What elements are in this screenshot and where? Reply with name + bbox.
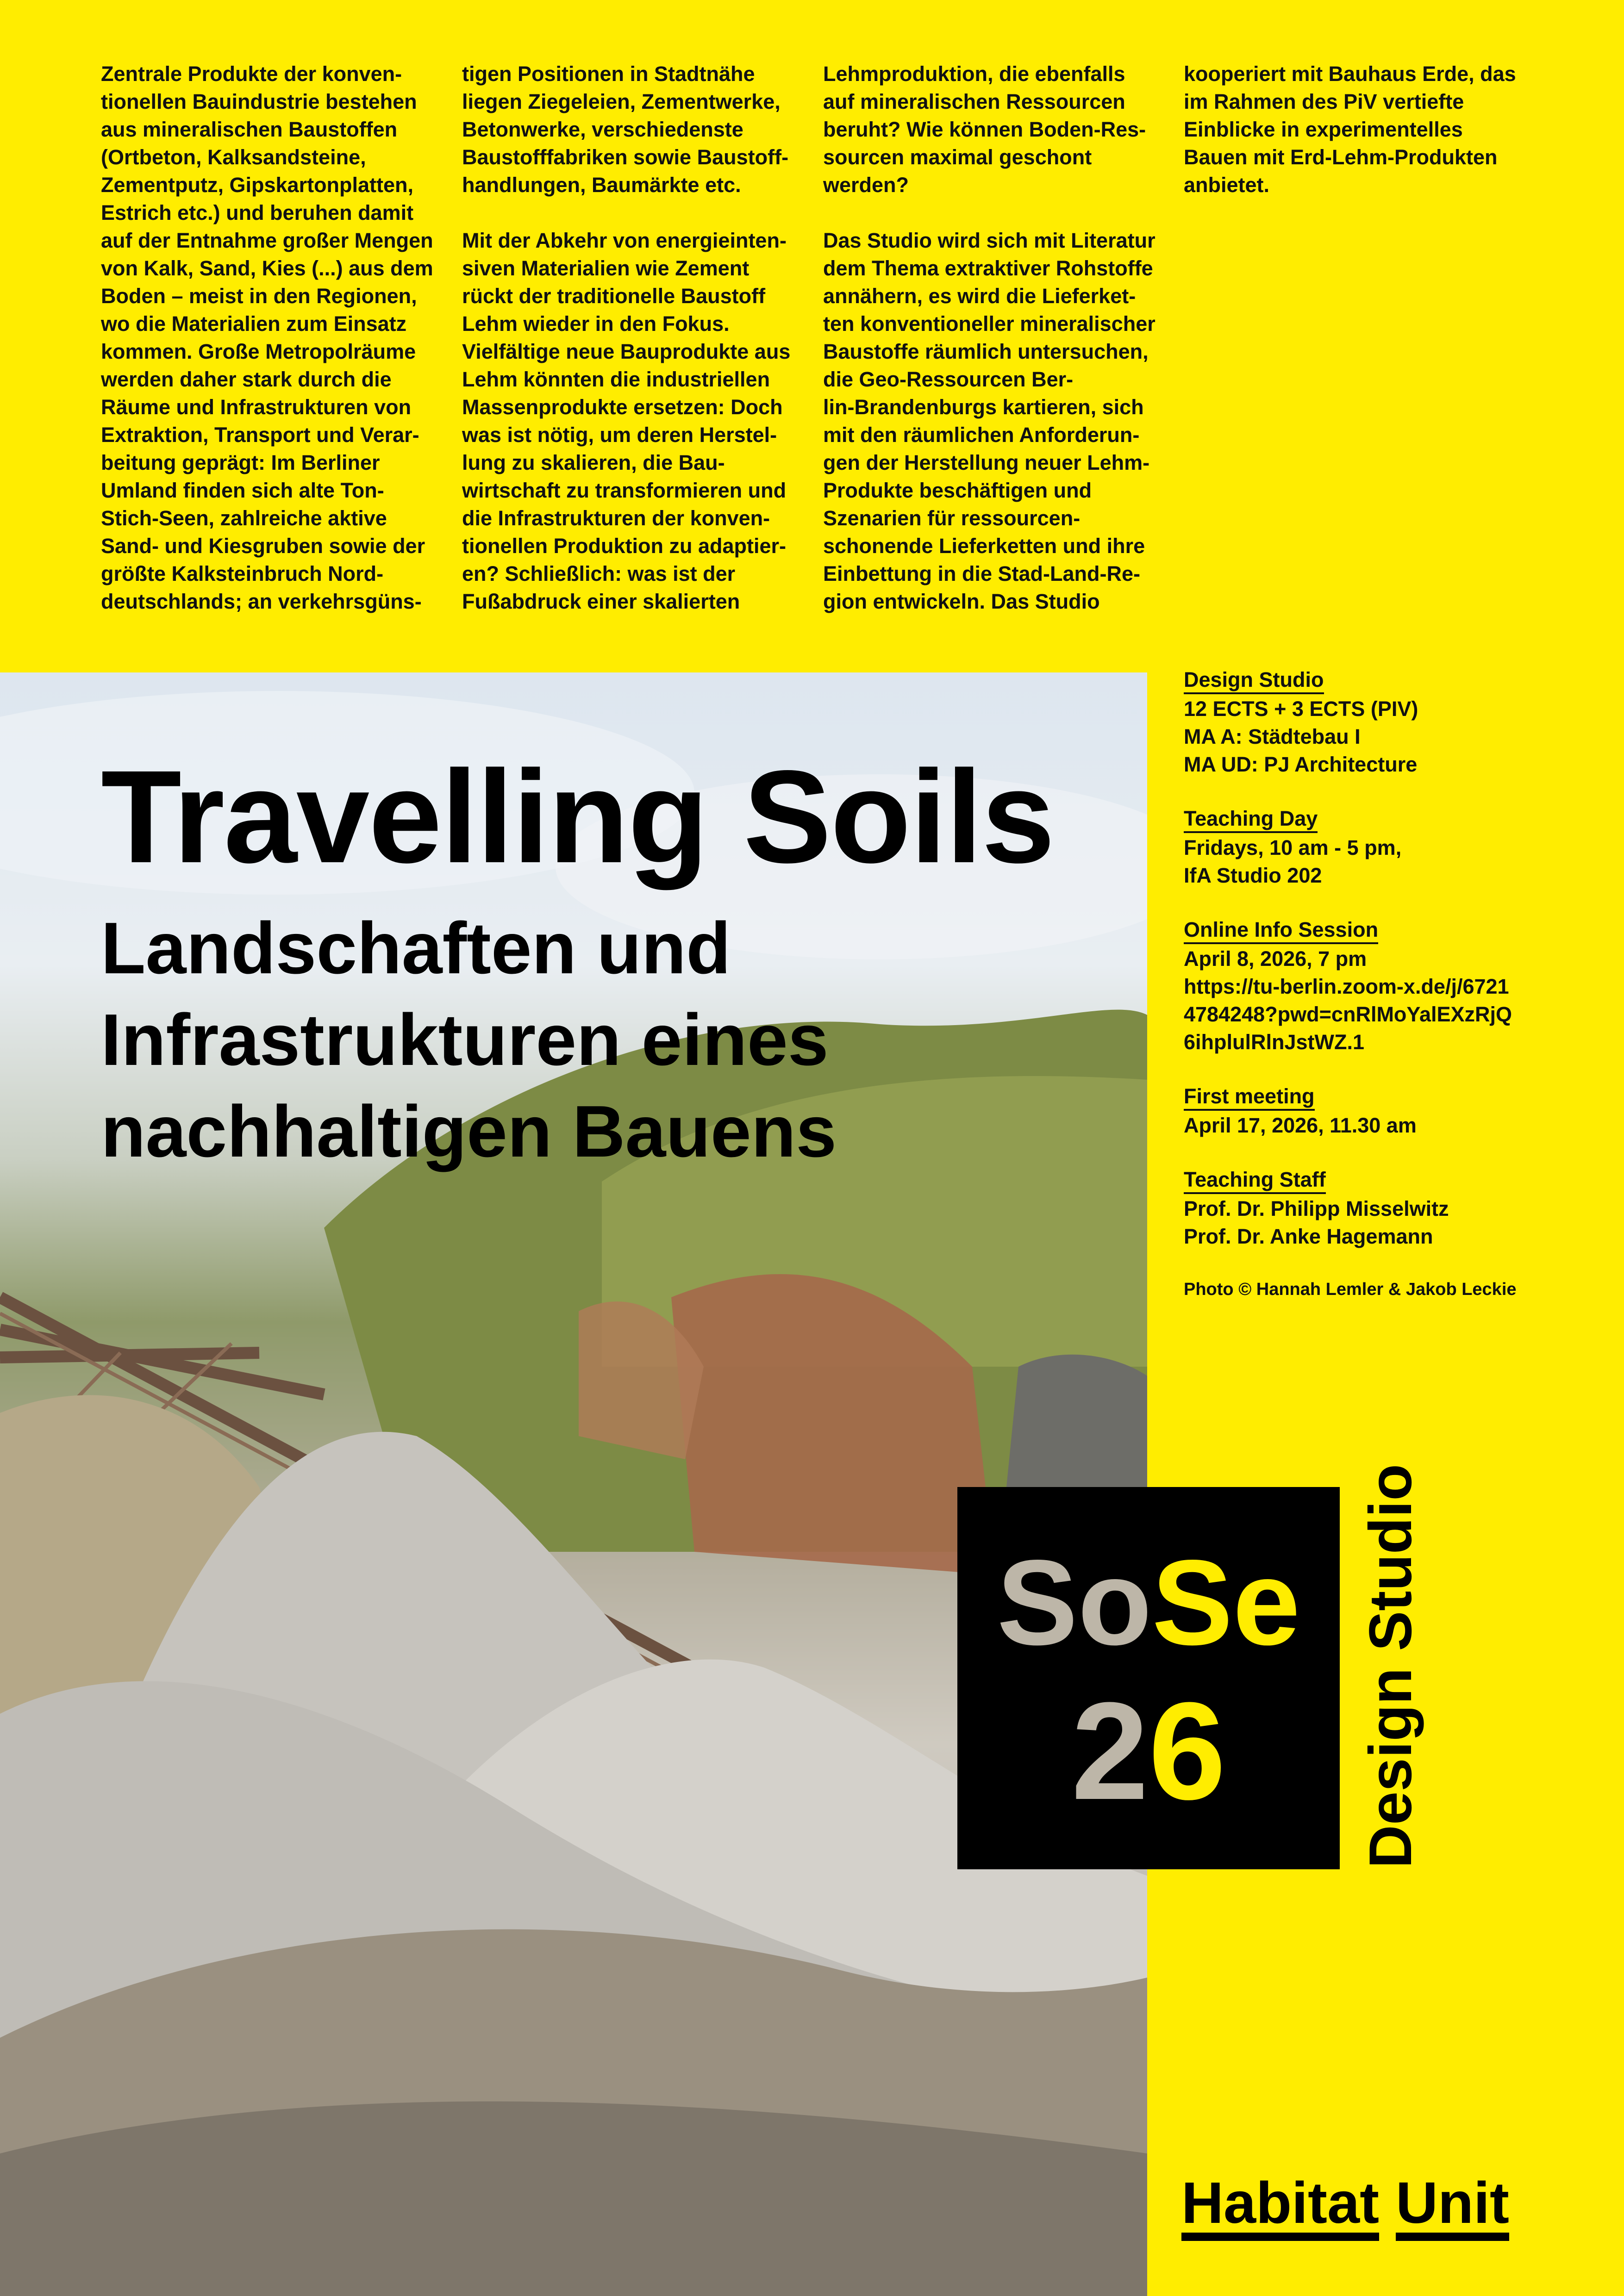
first-meeting-heading: First meeting xyxy=(1184,1084,1315,1111)
poster-subtitle: Landschaften und Infrastrukturen eines nachhaltigen Bauens xyxy=(101,908,837,1172)
semester-badge xyxy=(957,1487,1340,1869)
badge-year-2: 2 xyxy=(1071,1673,1149,1829)
info-first-meeting xyxy=(1184,1084,1600,1139)
photo-credit: Photo © Hannah Lemler & Jakob Leckie xyxy=(1184,1280,1517,1299)
info-session-heading: Online Info Session xyxy=(1184,917,1378,944)
teaching-day-line: Fridays, 10 am - 5 pm, xyxy=(1184,836,1402,859)
vertical-design-studio-label: Design Studio xyxy=(1356,1464,1424,1868)
intro-column-1: Zentrale Produkte der konven- tionellen Bauindustrie bestehen aus mineralischen Baustoffen (Ortbeton, Kalksandsteine, Zementputz, Gipskartonplatten, Estrich etc.) und beruhen damit auf der Entnahme großer Mengen von Kalk, Sand, Kies (...) aus dem Boden – meist in den Regionen, wo die Materialien zum Einsatz kommen. Große Metropolräume werden daher stark durch die Räume und Infrastrukturen von Extraktion, Transport und Verar- beitung geprägt: Im Berliner Umland finden sich alte Ton- Stich-Seen, zahlreiche aktive Sand- und Kiesgruben sowie der größte Kalksteinbruch Nord- deutschlands; an verkehrsgüns- xyxy=(101,62,433,613)
zoom-link[interactable]: 4784248?pwd=cnRlMoYalEXzRjQ xyxy=(1184,1002,1512,1026)
badge-year-6: 6 xyxy=(1149,1673,1226,1829)
badge-se: Se xyxy=(1152,1535,1300,1670)
poster-title: Travelling Soils xyxy=(101,743,1054,890)
design-studio-line: MA UD: PJ Architecture xyxy=(1184,753,1418,776)
info-design-studio xyxy=(1184,667,1600,778)
design-studio-heading: Design Studio xyxy=(1184,667,1324,694)
teaching-day-heading: Teaching Day xyxy=(1184,806,1318,833)
design-studio-line: 12 ECTS + 3 ECTS (PIV) xyxy=(1184,697,1418,721)
intro-column-4: kooperiert mit Bauhaus Erde, das im Rahmen des PiV vertiefte Einblicke in experimentelles Bauen mit Erd-Lehm-Produkten anbietet. xyxy=(1184,62,1516,197)
teaching-staff-heading: Teaching Staff xyxy=(1184,1167,1326,1194)
intro-column-2: tigen Positionen in Stadtnähe liegen Ziegeleien, Zementwerke, Betonwerke, verschiedenste Baustofffabriken sowie Baustoff- handlungen, Baumärkte etc. Mit der Abkehr von energieinten- siven Materialien wie Zement rückt der traditionelle Baustoff Lehm wieder in den Fokus. Vielfältige neue Bauprodukte aus Lehm könnten die industriellen Massenprodukte ersetzen: Doch was ist nötig, um deren Herstel- lung zu skalieren, die Bau- wirtschaft zu transformieren und die Infrastrukturen der konven- tionellen Produktion zu adaptier- en? Schließlich: was ist der Fußabdruck einer skalierten xyxy=(462,62,791,613)
info-session-line: April 8, 2026, 7 pm xyxy=(1184,947,1367,971)
intro-column-3: Lehmproduktion, die ebenfalls auf mineralischen Ressourcen beruht? Wie können Boden-Res- sourcen maximal geschont werden? Das Studio wird sich mit Literatur dem Thema extraktiver Rohstoffe annähern, es wird die Lieferket- ten konventioneller mineralischer Baustoffe räumlich untersuchen, die Geo-Ressourcen Ber- lin-Brandenburgs kartieren, sich mit den räumlichen Anforderun- gen der Herstellung neuer Lehm- Produkte beschäftigen und Szenarien für ressourcen- schonende Lieferketten und ihre Einbettung in die Stad-Land-Re- gion entwickeln. Das Studio xyxy=(823,62,1156,613)
teaching-day-line: IfA Studio 202 xyxy=(1184,864,1322,887)
badge-semester xyxy=(957,1535,1340,1670)
staff-line: Prof. Dr. Anke Hagemann xyxy=(1184,1225,1433,1248)
badge-year xyxy=(957,1673,1340,1829)
badge-so: So xyxy=(997,1535,1152,1670)
logo-word-unit: Unit xyxy=(1396,2173,1509,2241)
zoom-link[interactable]: 6ihplulRlnJstWZ.1 xyxy=(1184,1030,1365,1054)
info-online-session xyxy=(1184,917,1600,1056)
habitat-unit-logo xyxy=(1181,2171,1509,2241)
info-teaching-staff xyxy=(1184,1167,1600,1251)
info-teaching-day xyxy=(1184,806,1600,890)
first-meeting-line: April 17, 2026, 11.30 am xyxy=(1184,1114,1417,1137)
logo-word-habitat: Habitat xyxy=(1181,2173,1379,2241)
design-studio-line: MA A: Städtebau I xyxy=(1184,725,1361,748)
staff-line: Prof. Dr. Philipp Misselwitz xyxy=(1184,1197,1449,1220)
zoom-link[interactable]: https://tu-berlin.zoom-x.de/j/6721 xyxy=(1184,975,1509,998)
